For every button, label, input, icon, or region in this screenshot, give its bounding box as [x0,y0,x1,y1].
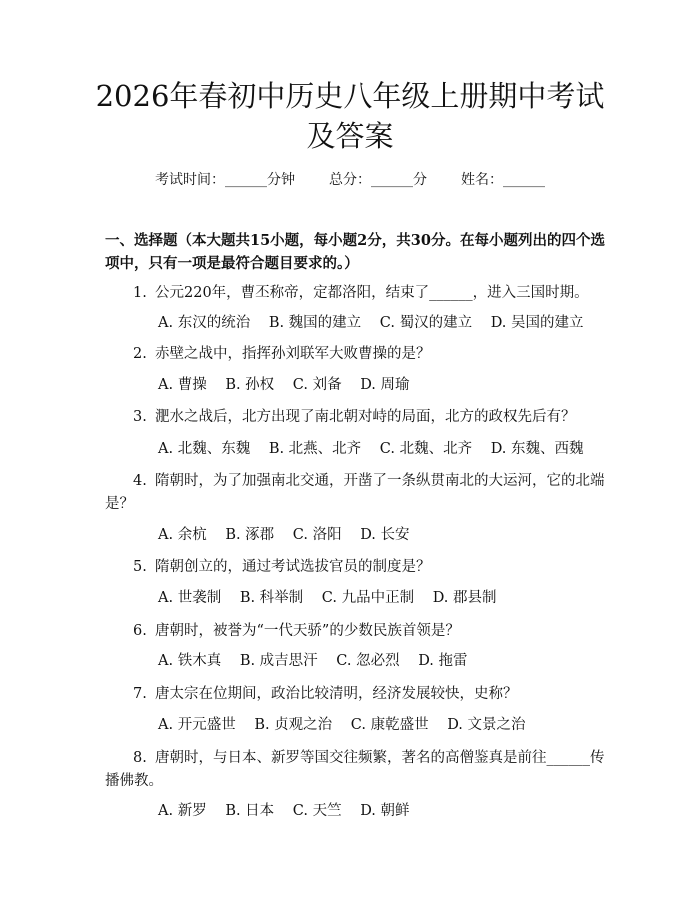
option-d: D. 朝鲜 [360,803,410,819]
option-b: B. 孙权 [225,377,275,393]
option-c: C. 康乾盛世 [350,717,429,733]
question-number: 8. [133,750,147,766]
question-1 [105,282,605,305]
question-8-options [158,801,424,821]
option-a: A. 余杭 [158,527,207,543]
question-number: 4. [133,473,147,489]
option-a: A. 曹操 [158,377,207,393]
question-number: 5. [133,559,147,575]
question-4-options [158,525,424,545]
option-a: A. 铁木真 [158,653,222,669]
option-b: B. 涿郡 [225,527,275,543]
option-c: C. 九品中正制 [321,590,415,606]
exam-time-field: 考试时间：______分钟 [155,172,295,188]
question-3 [105,406,605,429]
option-c: C. 忽必烈 [336,653,400,669]
exam-title: 2026年春初中历史八年级上册期中考试及答案 [95,79,605,153]
option-b: B. 日本 [225,803,275,819]
option-b: B. 北燕、北齐 [268,441,362,457]
question-6 [105,620,605,643]
question-2-options [158,375,424,395]
option-b: B. 成吉思汗 [239,653,318,669]
option-a: A. 开元盛世 [158,717,236,733]
question-number: 6. [133,623,147,639]
question-1-options [158,313,598,333]
option-c: C. 北魏、北齐 [379,441,473,457]
question-3-options [158,439,598,459]
question-text: 淝水之战后，北方出现了南北朝对峙的局面，北方的政权先后有？ [155,409,576,425]
option-d: D. 郡县制 [432,590,497,606]
option-b: B. 贞观之治 [254,717,333,733]
option-d: D. 东魏、西魏 [490,441,584,457]
option-a: A. 北魏、东魏 [158,441,251,457]
option-c: C. 蜀汉的建立 [379,315,473,331]
option-d: D. 周瑜 [360,377,410,393]
option-d: D. 文景之治 [447,717,526,733]
question-text: 隋朝创立的，通过考试选拔官员的制度是？ [155,559,431,575]
option-d: D. 长安 [360,527,410,543]
question-7-options [158,715,540,735]
question-text: 唐朝时，被誉为“一代天骄”的少数民族首领是？ [155,623,460,639]
exam-meta [0,170,700,190]
option-b: B. 魏国的建立 [268,315,362,331]
question-number: 7. [133,686,147,702]
question-text: 公元220年，曹丕称帝，定都洛阳，结束了______，进入三国时期。 [155,285,589,301]
question-text: 唐朝时，与日本、新罗等国交往频繁，著名的高僧鉴真是前往______传播佛教。 [105,750,605,789]
option-c: C. 天竺 [292,803,342,819]
question-6-options [158,651,482,671]
option-c: C. 洛阳 [292,527,342,543]
question-2 [105,343,605,366]
question-5 [105,556,605,579]
question-number: 2. [133,346,147,362]
question-4 [105,470,605,516]
option-d: D. 吴国的建立 [490,315,584,331]
option-b: B. 科举制 [239,590,304,606]
option-c: C. 刘备 [292,377,342,393]
question-text: 隋朝时，为了加强南北交通，开凿了一条纵贯南北的大运河，它的北端是？ [105,473,605,512]
section-header: 一、选择题（本大题共15小题，每小题2分，共30分。在每小题列出的四个选项中，只有一项是最符合题目要求的。） [105,232,605,272]
option-d: D. 拖雷 [418,653,468,669]
question-number: 1. [133,285,147,301]
question-5-options [158,588,511,608]
option-a: A. 新罗 [158,803,207,819]
exam-score-field: 总分：______分 [329,172,427,188]
question-text: 唐太宗在位期间，政治比较清明，经济发展较快，史称？ [155,686,518,702]
option-a: A. 世袭制 [158,590,222,606]
option-a: A. 东汉的统治 [158,315,251,331]
exam-name-field: 姓名：______ [461,172,545,188]
question-8 [105,747,605,793]
question-text: 赤壁之战中，指挥孙刘联军大败曹操的是？ [155,346,431,362]
question-number: 3. [133,409,147,425]
question-7 [105,683,605,706]
